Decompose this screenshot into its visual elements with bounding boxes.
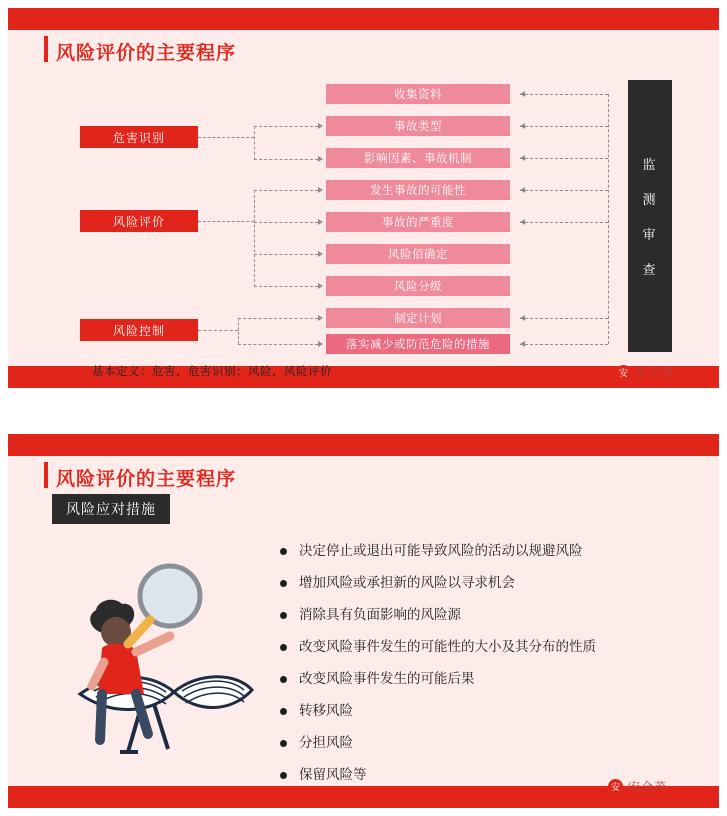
list-item-label: 决定停止或退出可能导致风险的活动以规避风险 — [299, 543, 583, 558]
arrow-monitor-g — [520, 341, 525, 347]
connector-h-group2-d — [254, 286, 318, 287]
flow-step-2: 事故类型 — [326, 116, 510, 136]
connector-h-monitor-d — [520, 190, 608, 191]
watermark-slide-2 — [608, 778, 667, 795]
bullet-dot-icon — [280, 644, 287, 651]
bullet-dot-icon — [280, 740, 287, 747]
arrow-to-step6 — [318, 251, 323, 257]
slide-1-caption: 基本定义：危害，危害识别；风险，风险评价 — [92, 366, 332, 378]
person-reading-book-with-magnifier-illustration — [42, 544, 262, 764]
watermark-slide-1 — [616, 364, 675, 381]
list-item — [280, 670, 690, 688]
watermark-badge-icon: 安 — [616, 365, 631, 380]
risk-assessment-flow-diagram — [8, 8, 719, 388]
risk-response-bullet-list — [280, 542, 690, 798]
flow-category-hazard-identification: 危害识别 — [80, 126, 198, 148]
connector-h-group2-a — [254, 190, 318, 191]
flow-category-risk-control: 风险控制 — [80, 319, 198, 341]
list-item — [280, 702, 690, 720]
watermark-badge-icon: 安 — [608, 779, 623, 794]
flow-step-3: 影响因素、事故机制 — [326, 148, 510, 168]
connector-h-group3-b — [238, 344, 318, 345]
connector-h-group1-top — [254, 126, 318, 127]
list-item — [280, 638, 690, 656]
arrow-to-step5 — [318, 219, 323, 225]
monitoring-review-char-1: 监 — [642, 157, 658, 172]
list-item-label: 保留风险等 — [299, 767, 367, 782]
connector-v-group3 — [238, 318, 239, 344]
bullet-dot-icon — [280, 580, 287, 587]
bullet-dot-icon — [280, 708, 287, 715]
flow-category-risk-evaluation: 风险评价 — [80, 210, 198, 232]
list-item — [280, 574, 690, 592]
list-item-label: 分担风险 — [299, 735, 353, 750]
slide-2-title-rule — [44, 462, 48, 488]
monitoring-review-char-3: 审 — [642, 227, 658, 242]
connector-h-monitor-e — [520, 222, 608, 223]
slide-2-title: 风险评价的主要程序 — [56, 469, 237, 490]
list-item-label: 增加风险或承担新的风险以寻求机会 — [299, 575, 515, 590]
slide-1 — [8, 8, 719, 388]
flow-step-1: 收集资料 — [326, 84, 510, 104]
slide-2-top-bar — [8, 434, 719, 456]
monitoring-review-char-2: 测 — [642, 192, 658, 207]
list-item — [280, 606, 690, 624]
connector-h-group3-a — [238, 318, 318, 319]
connector-h-monitor-f — [520, 318, 608, 319]
flow-step-5: 事故的严重度 — [326, 212, 510, 232]
slide-2 — [8, 434, 719, 808]
monitoring-review-char-4: 查 — [642, 262, 658, 277]
list-item — [280, 542, 690, 560]
arrow-monitor-a — [520, 91, 525, 97]
arrow-monitor-e — [520, 219, 525, 225]
bullet-dot-icon — [280, 612, 287, 619]
slide-1-title: 风险评价的主要程序 — [56, 43, 237, 64]
arrow-monitor-d — [520, 187, 525, 193]
list-item-label: 消除具有负面影响的风险源 — [299, 607, 461, 622]
connector-h-monitor-g — [520, 344, 608, 345]
monitoring-review-panel — [628, 80, 672, 352]
flow-step-4: 发生事故的可能性 — [326, 180, 510, 200]
arrow-monitor-c — [520, 155, 525, 161]
arrow-to-step9 — [318, 341, 323, 347]
connector-h-monitor-b — [520, 126, 608, 127]
connector-h-group2 — [198, 221, 254, 222]
bullet-dot-icon — [280, 548, 287, 555]
watermark-label: 安全茂 — [628, 780, 668, 794]
arrow-to-step8 — [318, 315, 323, 321]
flow-step-9: 落实减少或防范危险的措施 — [326, 334, 510, 354]
arrow-to-step7 — [318, 283, 323, 289]
connector-v-group2 — [254, 190, 255, 287]
arrow-to-step3 — [318, 156, 323, 162]
risk-response-measures-tag: 风险应对措施 — [52, 494, 170, 524]
bullet-dot-icon — [280, 676, 287, 683]
flow-step-6: 风险佰确定 — [326, 244, 510, 264]
connector-v-group1 — [254, 126, 255, 160]
connector-h-monitor-c — [520, 158, 608, 159]
connector-h-group3 — [198, 330, 238, 331]
list-item-label: 转移风险 — [299, 703, 353, 718]
arrow-to-step4 — [318, 187, 323, 193]
flow-step-7: 风险分级 — [326, 276, 510, 296]
list-item-label: 改变风险事件发生的可能性的大小及其分布的性质 — [299, 639, 596, 654]
arrow-monitor-b — [520, 123, 525, 129]
connector-h-group1-bottom — [254, 159, 318, 160]
connector-v-monitor — [608, 94, 609, 344]
arrow-to-step2 — [318, 123, 323, 129]
list-item — [280, 734, 690, 752]
list-item-label: 改变风险事件发生的可能后果 — [299, 671, 475, 686]
connector-h-group2-c — [254, 254, 318, 255]
connector-h-group2-b — [254, 222, 318, 223]
watermark-label: 安全茂 — [636, 366, 676, 380]
flow-step-8: 制定计划 — [326, 308, 510, 328]
connector-h-monitor-a — [520, 94, 608, 95]
connector-h-group1 — [198, 137, 254, 138]
arrow-monitor-f — [520, 315, 525, 321]
bullet-dot-icon — [280, 772, 287, 779]
